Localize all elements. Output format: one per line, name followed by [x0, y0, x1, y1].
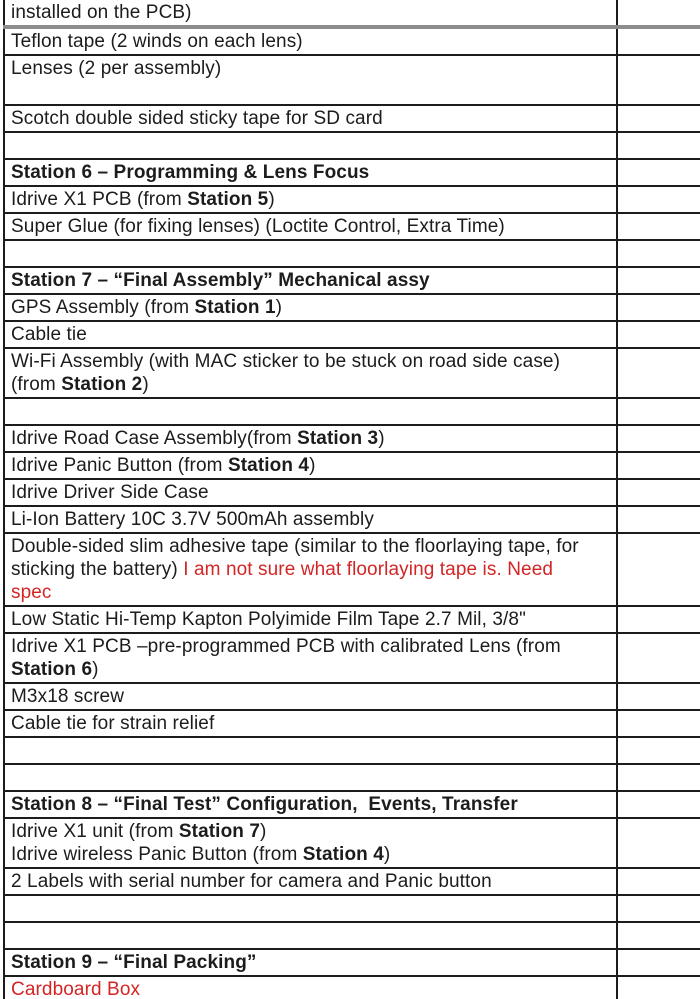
- item-text: Idrive Panic Button (from: [11, 455, 228, 476]
- item-text-line: [11, 685, 612, 708]
- table-row: [4, 606, 700, 633]
- item-cell: [4, 791, 617, 818]
- item-text-line: [11, 242, 612, 265]
- item-cell: [4, 105, 617, 132]
- table-row: [4, 737, 700, 764]
- item-text-line: [11, 635, 612, 658]
- item-text-line: [11, 978, 612, 999]
- item-cell: [4, 398, 617, 425]
- item-text-line: [11, 581, 612, 604]
- table-row: [4, 186, 700, 213]
- item-text-line: [11, 400, 612, 423]
- item-cell: [4, 764, 617, 791]
- item-cell: [4, 533, 617, 606]
- item-text: ): [260, 821, 267, 842]
- item-cell: [4, 506, 617, 533]
- table-row: [4, 105, 700, 132]
- item-text-bold: Station 6 – Programming & Lens Focus: [11, 162, 370, 183]
- table-row: [4, 683, 700, 710]
- item-cell: [4, 976, 617, 999]
- item-cell: [4, 321, 617, 348]
- table-row: [4, 398, 700, 425]
- check-cell: [617, 506, 700, 533]
- item-cell: [4, 606, 617, 633]
- check-cell: [617, 213, 700, 240]
- item-text: ): [275, 297, 283, 318]
- item-cell: [4, 425, 617, 452]
- table-row: [4, 633, 700, 683]
- table-row: [4, 710, 700, 737]
- table-row: [4, 818, 700, 868]
- item-text: GPS Assembly (from: [11, 297, 195, 318]
- item-text-line: [11, 820, 612, 843]
- item-cell: [4, 683, 617, 710]
- table-row: [4, 452, 700, 479]
- item-text: M3x18 screw: [11, 686, 125, 707]
- item-cell: [4, 737, 617, 764]
- table-row: [4, 27, 700, 55]
- item-text-line: [11, 739, 612, 762]
- item-text: ): [268, 189, 275, 210]
- item-text-bold: Station 7 – “Final Assembly” Mechanical assy: [11, 270, 430, 291]
- table-row: [4, 791, 700, 818]
- check-cell: [617, 818, 700, 868]
- check-cell: [617, 348, 700, 398]
- item-text: Cable tie: [11, 324, 87, 345]
- item-text: Cable tie for strain relief: [11, 713, 215, 734]
- check-cell: [617, 425, 700, 452]
- item-text-line: [11, 134, 612, 157]
- item-cell: [4, 294, 617, 321]
- item-text-line: [11, 296, 612, 319]
- item-cell: [4, 818, 617, 868]
- item-text-line: [11, 1, 612, 24]
- item-cell: [4, 633, 617, 683]
- check-cell: [617, 868, 700, 895]
- item-text-line: [11, 535, 612, 558]
- item-text-red: Cardboard Box: [11, 979, 141, 999]
- item-text-line: [11, 897, 612, 920]
- check-cell: [617, 710, 700, 737]
- item-text-line: [11, 107, 612, 130]
- table-row: [4, 506, 700, 533]
- item-cell: [4, 186, 617, 213]
- item-cell: [4, 895, 617, 922]
- item-text: Idrive X1 PCB (from: [11, 189, 188, 210]
- item-text-line: [11, 350, 612, 373]
- bom-checklist-table: [3, 0, 700, 999]
- item-text-bold: Station 4: [227, 455, 310, 476]
- item-cell: [4, 710, 617, 737]
- item-cell: [4, 348, 617, 398]
- item-text-bold: Station 8 – “Final Test” Configuration, Events, Transfer: [11, 794, 518, 815]
- item-text: Idrive Road Case Assembly(from: [11, 428, 298, 449]
- table-row: [4, 159, 700, 186]
- table-row: [4, 895, 700, 922]
- item-text: Wi-Fi Assembly (with MAC sticker to be stuck on road side case): [11, 351, 561, 372]
- item-text-line: [11, 30, 612, 53]
- item-text-bold: Station 7: [178, 821, 261, 842]
- table-row: [4, 348, 700, 398]
- item-text: ): [383, 844, 391, 865]
- item-text: Li-Ion Battery 10C 3.7V 500mAh assembly: [11, 509, 374, 530]
- table-row: [4, 132, 700, 159]
- item-text: Super Glue (for fixing lenses) (Loctite Control, Extra Time): [11, 216, 505, 237]
- check-cell: [617, 321, 700, 348]
- item-text-line: [11, 508, 612, 531]
- check-cell: [617, 159, 700, 186]
- check-cell: [617, 240, 700, 267]
- item-text-line: [11, 323, 612, 346]
- item-text-line: [11, 766, 612, 789]
- check-cell: [617, 895, 700, 922]
- item-text: Lenses (2 per assembly): [11, 58, 222, 79]
- item-cell: [4, 452, 617, 479]
- item-text-line: [11, 373, 612, 396]
- item-cell: [4, 240, 617, 267]
- item-cell: [4, 55, 617, 105]
- item-text-bold: Station 4: [302, 844, 384, 865]
- item-text: Low Static Hi-Temp Kapton Polyimide Film Tape 2.7 Mil, 3/8": [11, 609, 526, 630]
- item-text: ): [378, 428, 385, 449]
- item-text-line: [11, 951, 612, 974]
- check-cell: [617, 398, 700, 425]
- table-row: [4, 240, 700, 267]
- check-cell: [617, 633, 700, 683]
- table-row: [4, 976, 700, 999]
- item-cell: [4, 0, 617, 27]
- item-cell: [4, 213, 617, 240]
- check-cell: [617, 0, 700, 27]
- item-text-line: [11, 793, 612, 816]
- item-text-line: [11, 843, 612, 866]
- item-text-line: [11, 454, 612, 477]
- table-row: [4, 321, 700, 348]
- item-text-line: [11, 215, 612, 238]
- check-cell: [617, 452, 700, 479]
- check-cell: [617, 764, 700, 791]
- check-cell: [617, 922, 700, 949]
- item-text: Idrive Driver Side Case: [11, 482, 209, 503]
- item-text: ): [92, 659, 99, 680]
- item-text-line: [11, 658, 612, 681]
- check-cell: [617, 267, 700, 294]
- check-cell: [617, 533, 700, 606]
- item-cell: [4, 479, 617, 506]
- item-text-line: [11, 427, 612, 450]
- item-text-line: [11, 57, 612, 80]
- item-text-red: spec: [11, 582, 52, 603]
- item-text: sticking the battery): [11, 559, 184, 580]
- item-text-line: [11, 924, 612, 947]
- item-text: Idrive wireless Panic Button (from: [11, 844, 303, 865]
- check-cell: [617, 737, 700, 764]
- item-text-line: [11, 188, 612, 211]
- item-text: installed on the PCB): [11, 2, 192, 23]
- table-row: [4, 213, 700, 240]
- item-text-bold: Station 1: [194, 297, 276, 318]
- item-text-line: [11, 481, 612, 504]
- table-row: [4, 294, 700, 321]
- table-row: [4, 868, 700, 895]
- item-text-line: [11, 870, 612, 893]
- table-row: [4, 533, 700, 606]
- item-text: 2 Labels with serial number for camera and Panic button: [11, 871, 492, 892]
- check-cell: [617, 683, 700, 710]
- item-cell: [4, 267, 617, 294]
- item-text-bold: Station 9 – “Final Packing”: [11, 952, 257, 973]
- item-text-line: [11, 80, 612, 103]
- table-row: [4, 922, 700, 949]
- table-row: [4, 267, 700, 294]
- check-cell: [617, 132, 700, 159]
- check-cell: [617, 186, 700, 213]
- check-cell: [617, 976, 700, 999]
- item-text: Idrive X1 PCB –pre-programmed PCB with calibrated Lens (from: [11, 636, 561, 657]
- item-cell: [4, 132, 617, 159]
- item-text-bold: Station 2: [61, 374, 143, 395]
- check-cell: [617, 791, 700, 818]
- item-text: Scotch double sided sticky tape for SD card: [11, 108, 383, 129]
- table-row: [4, 764, 700, 791]
- table-row: [4, 479, 700, 506]
- table-row: [4, 425, 700, 452]
- item-text: ): [142, 374, 149, 395]
- item-text-line: [11, 161, 612, 184]
- check-cell: [617, 27, 700, 55]
- item-text-line: [11, 608, 612, 631]
- item-cell: [4, 922, 617, 949]
- check-cell: [617, 105, 700, 132]
- item-text-line: [11, 269, 612, 292]
- item-text-bold: Station 3: [297, 428, 379, 449]
- item-text-red: I am not sure what floorlaying tape is. Need: [183, 559, 554, 580]
- item-text: ): [309, 455, 316, 476]
- table-row: [4, 55, 700, 105]
- item-text: (from: [11, 374, 62, 395]
- item-text-line: [11, 712, 612, 735]
- check-cell: [617, 949, 700, 976]
- table-row: [4, 0, 700, 27]
- check-cell: [617, 606, 700, 633]
- item-text-bold: Station 5: [187, 189, 269, 210]
- item-cell: [4, 868, 617, 895]
- bom-table-body: [4, 0, 700, 999]
- item-text: Double-sided slim adhesive tape (similar to the floorlaying tape, for: [11, 536, 579, 557]
- table-row: [4, 949, 700, 976]
- item-text: Teflon tape (2 winds on each lens): [11, 31, 303, 52]
- item-text-bold: Station 6: [11, 659, 93, 680]
- item-cell: [4, 949, 617, 976]
- check-cell: [617, 479, 700, 506]
- item-cell: [4, 159, 617, 186]
- item-cell: [4, 27, 617, 55]
- check-cell: [617, 55, 700, 105]
- item-text: Idrive X1 unit (from: [11, 821, 179, 842]
- check-cell: [617, 294, 700, 321]
- item-text-line: [11, 558, 612, 581]
